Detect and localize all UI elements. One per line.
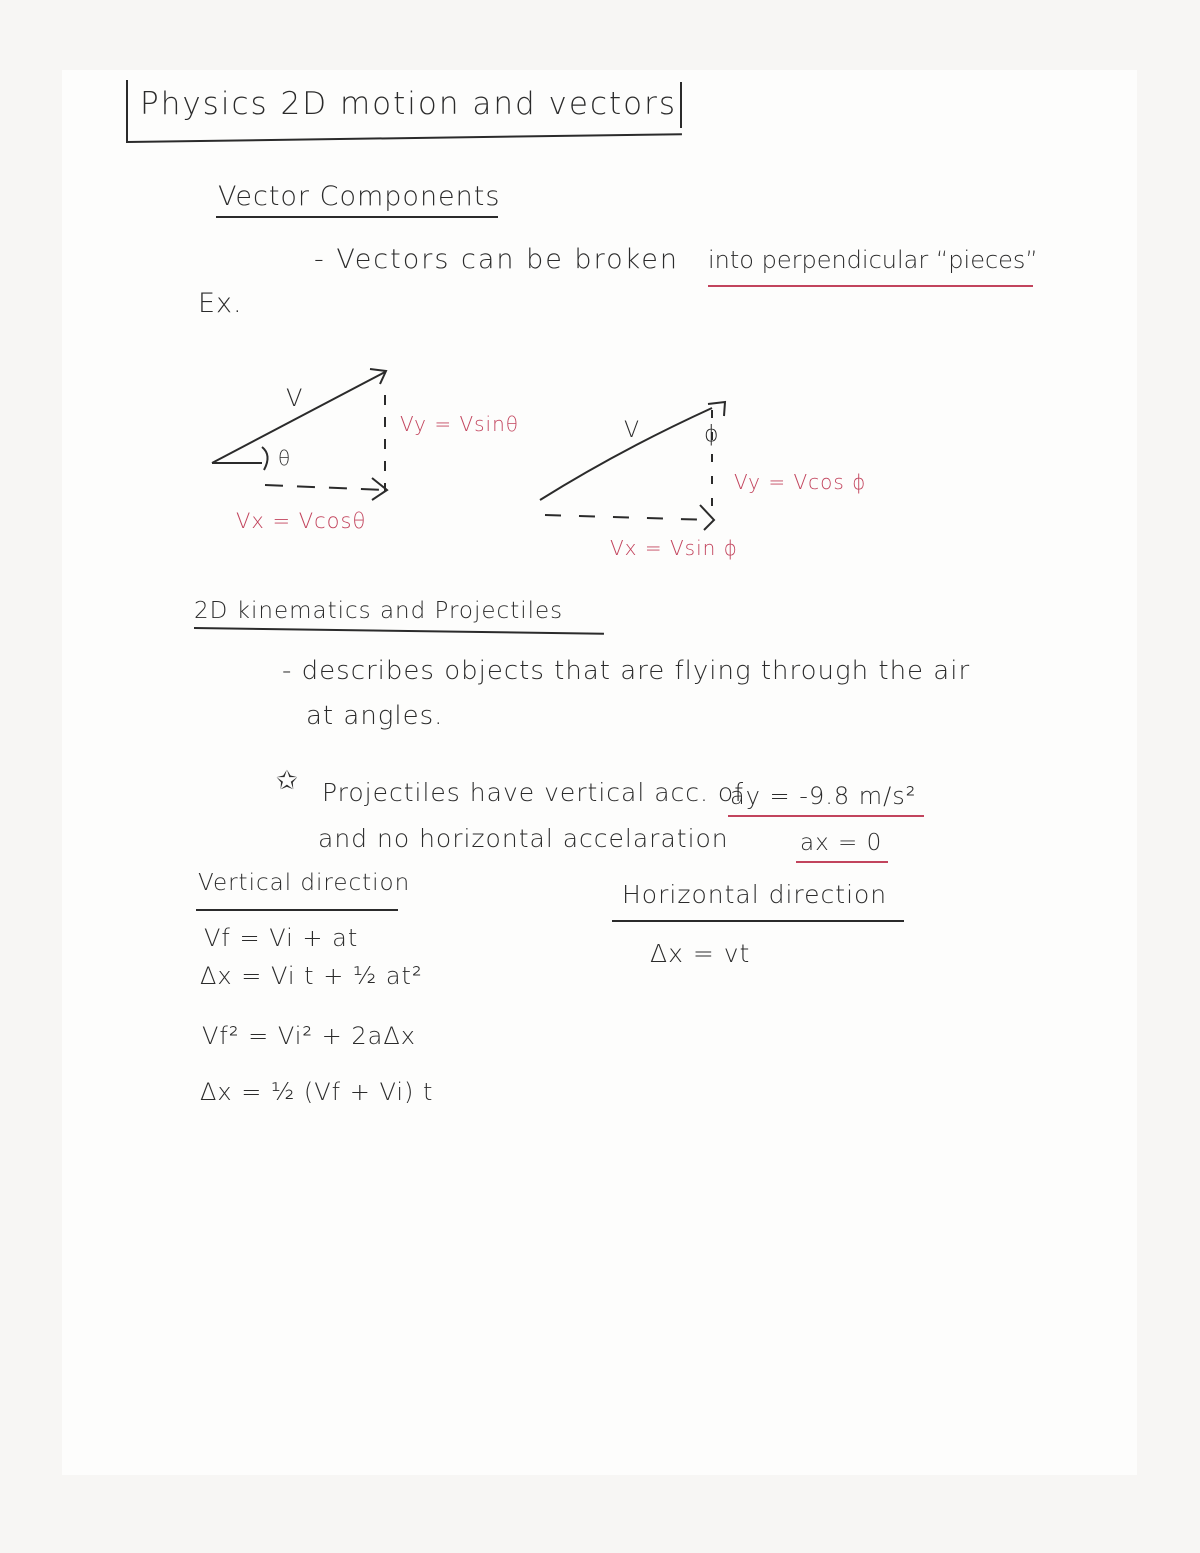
star-icon: ✩: [276, 766, 299, 796]
diagram2-angle-label: ϕ: [704, 422, 720, 447]
diagram2-vx-arrowhead: [700, 505, 714, 530]
ay-underline: [728, 815, 924, 817]
diagram2-vy-label: Vy = Vcos ϕ: [734, 470, 867, 494]
section-heading-vector-components: Vector Components: [218, 181, 501, 212]
section2-bullet-line2: at angles.: [306, 701, 444, 731]
projectile-note-line2: and no horizontal accelaration: [318, 824, 729, 853]
vertical-eq3: Vf² = Vi² + 2aΔx: [202, 1022, 416, 1050]
vertical-direction-heading: Vertical direction: [198, 870, 411, 896]
horizontal-heading-underline: [612, 920, 904, 922]
horizontal-eq1: Δx = vt: [650, 939, 751, 968]
diagram2-vx-dashed: [545, 515, 712, 520]
diagram2-vector-label: V: [624, 418, 641, 443]
diagram1-vector-label: V: [286, 384, 304, 412]
projectile-note-line1: Projectiles have vertical acc. of: [322, 778, 745, 807]
example-label: Ex.: [198, 288, 243, 319]
vertical-heading-underline: [196, 909, 398, 911]
diagram1-vx-label: Vx = Vcosθ: [236, 509, 367, 533]
page-title: Physics 2D motion and vectors: [140, 86, 678, 122]
projectile-note-ax: ax = 0: [800, 830, 883, 856]
diagram2-vx-label: Vx = Vsin ϕ: [610, 536, 738, 560]
section-heading-2d-kinematics: 2D kinematics and Projectiles: [194, 598, 564, 624]
vertical-eq2: Δx = Vi t + ½ at²: [200, 962, 423, 990]
bullet-text: - Vectors can be broken: [314, 244, 679, 275]
diagram1-angle-label: θ: [278, 446, 292, 470]
bullet-highlight-text: into perpendicular “pieces”: [708, 246, 1038, 274]
vertical-eq4: Δx = ½ (Vf + Vi) t: [200, 1078, 434, 1106]
projectile-note-ay: ay = -9.8 m/s²: [730, 782, 917, 810]
vertical-eq1: Vf = Vi + at: [204, 924, 359, 952]
diagram1-angle-arc: [262, 447, 268, 470]
diagram1-vy-label: Vy = Vsinθ: [400, 412, 520, 436]
section2-bullet-line1: - describes objects that are flying through the air: [282, 656, 971, 686]
diagram1-vx-dashed: [265, 485, 385, 490]
ax-underline: [796, 861, 888, 863]
horizontal-direction-heading: Horizontal direction: [622, 880, 888, 909]
